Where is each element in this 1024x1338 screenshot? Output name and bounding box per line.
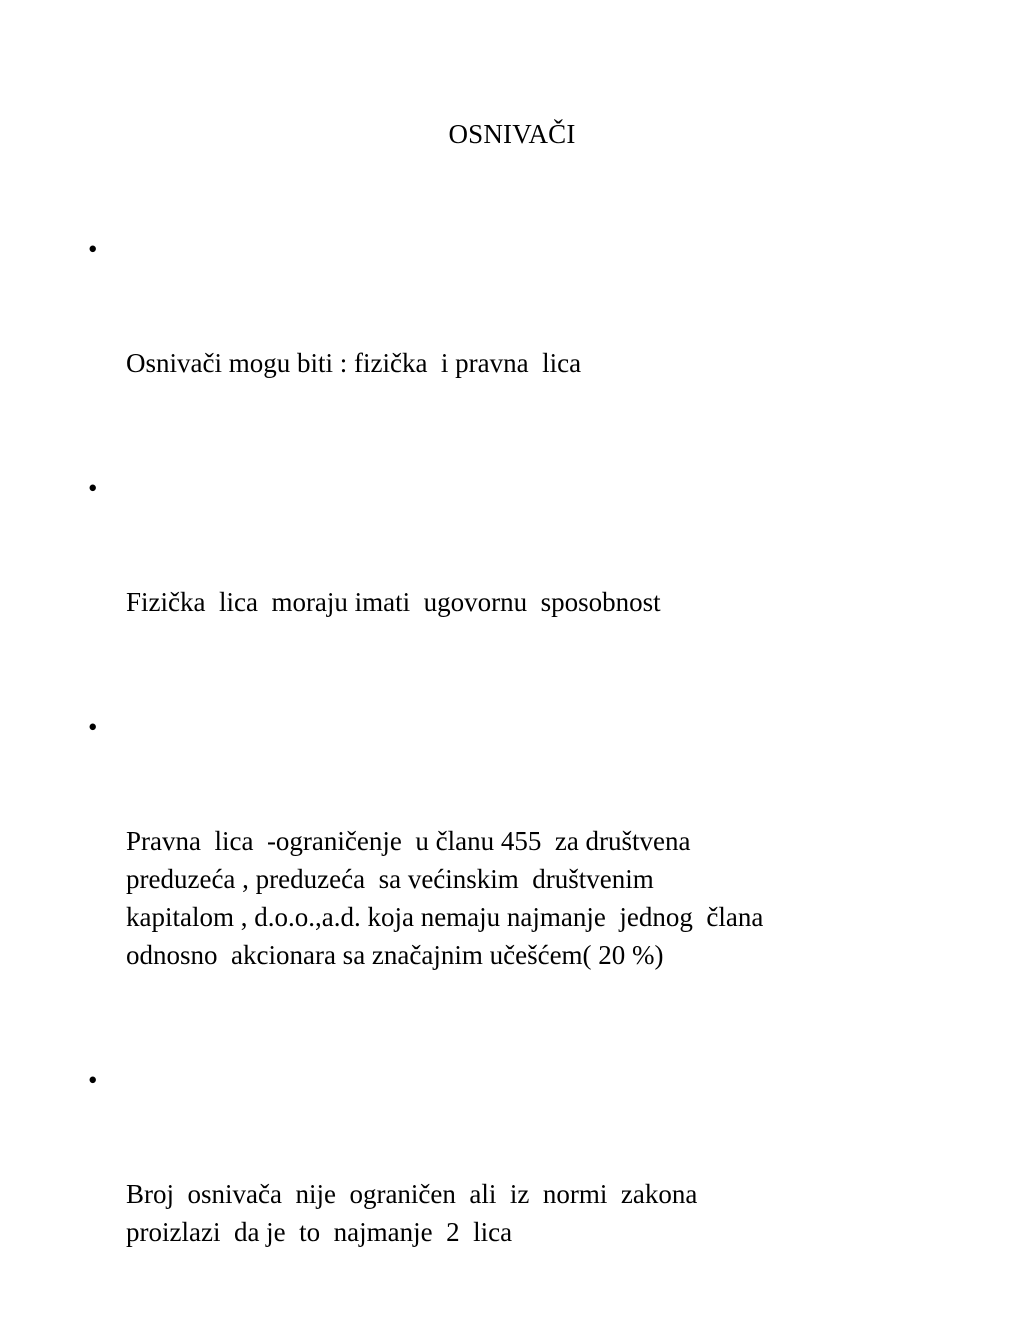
bullet-dot-icon: •: [88, 712, 98, 742]
bullet-text: Pravna lica -ograničenje u članu 455 za društvena preduzeća , preduzeća sa većinskim društvenim kapitalom , d.o.o.,a.d. koja nemaju najmanje jednog člana odnosno akcionara sa značajnim učešćem( 20 %): [126, 826, 764, 970]
bullet-list: [84, 230, 964, 1338]
bullet-dot-icon: •: [88, 1065, 98, 1095]
bullet-item: [84, 230, 964, 458]
bullet-text: Broj osnivača nije ograničen ali iz normi zakona proizlazi da je to najmanje 2 lica: [126, 1179, 698, 1247]
bullet-item: [84, 1061, 964, 1327]
bullet-text: Osnivači mogu biti : fizička i pravna lica: [126, 348, 582, 378]
bullet-dot-icon: •: [88, 473, 98, 503]
bullet-text: Fizička lica moraju imati ugovornu sposobnost: [126, 587, 661, 617]
slide-title: OSNIVAČI: [448, 119, 576, 149]
bullet-dot-icon: •: [88, 234, 98, 264]
bullet-item: [84, 708, 964, 1050]
bullet-item: [84, 469, 964, 697]
